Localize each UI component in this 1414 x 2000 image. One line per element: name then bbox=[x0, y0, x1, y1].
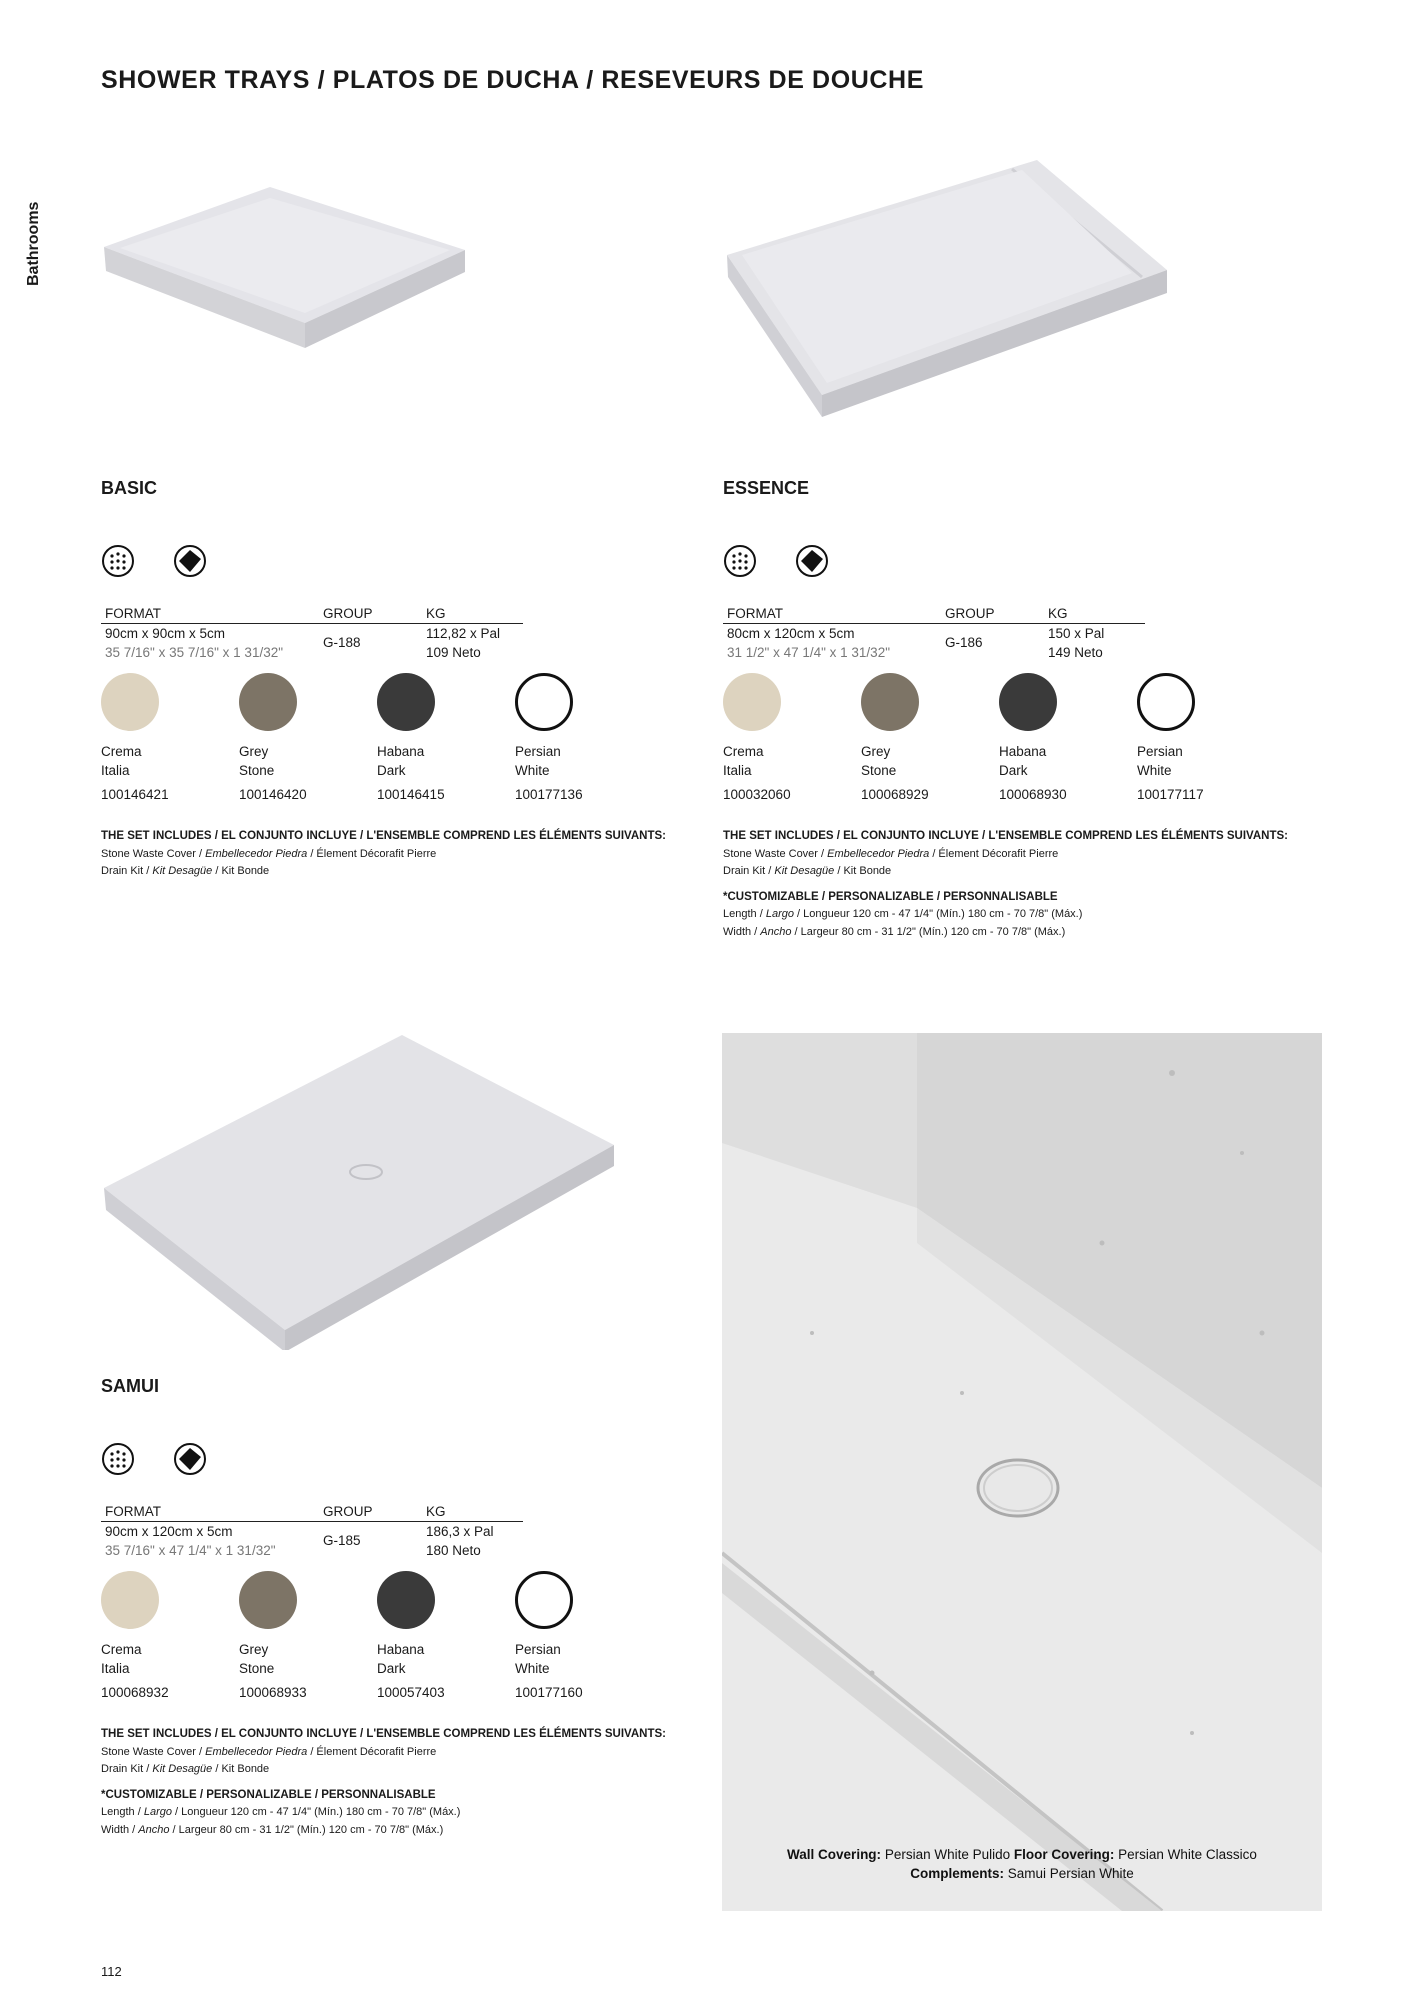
swatch-color bbox=[515, 673, 573, 731]
feature-icons bbox=[101, 1442, 221, 1478]
kg-neto: 109 Neto bbox=[426, 645, 481, 660]
swatch-crema-italia bbox=[723, 673, 843, 802]
drain-kit-line: Drain Kit / Kit Desagüe / Kit Bonde bbox=[101, 865, 270, 877]
format-header: FORMAT bbox=[105, 606, 161, 621]
swatch-name: Persian White bbox=[1137, 744, 1183, 778]
spec-row bbox=[723, 624, 1145, 664]
kg-pal: 150 x Pal bbox=[1048, 626, 1105, 641]
kg-neto: 149 Neto bbox=[1048, 645, 1103, 660]
swatch-habana-dark bbox=[377, 673, 497, 802]
feature-icons bbox=[723, 544, 843, 580]
page-title: SHOWER TRAYS / PLATOS DE DUCHA / RESEVEURS DE DOUCHE bbox=[101, 66, 924, 94]
customizable-heading: *CUSTOMIZABLE / PERSONALIZABLE / PERSONNALISABLE bbox=[101, 1788, 436, 1801]
format-cm: 90cm x 120cm x 5cm bbox=[105, 1524, 233, 1539]
kg-header: KG bbox=[1048, 606, 1068, 621]
set-notes bbox=[101, 828, 681, 881]
product-name: ESSENCE bbox=[723, 478, 810, 498]
drain-kit-line: Drain Kit / Kit Desagüe / Kit Bonde bbox=[723, 865, 892, 877]
swatch-habana-dark bbox=[377, 1571, 497, 1700]
swatch-habana-dark bbox=[999, 673, 1119, 802]
swatch-color bbox=[515, 1571, 573, 1629]
swatch-color bbox=[377, 673, 435, 731]
square-tray-icon bbox=[795, 544, 829, 578]
color-swatches bbox=[101, 673, 661, 813]
spec-table bbox=[101, 1504, 523, 1562]
kg-header: KG bbox=[426, 1504, 446, 1519]
bathroom-scene-image bbox=[722, 1033, 1322, 1911]
feature-icons bbox=[101, 544, 221, 580]
swatch-name: Persian White bbox=[515, 1642, 561, 1676]
caption-complements-line: Complements: Samui Persian White bbox=[910, 1866, 1134, 1881]
swatch-code: 100068929 bbox=[861, 787, 929, 802]
swatch-crema-italia bbox=[101, 1571, 221, 1700]
spec-header bbox=[101, 606, 523, 624]
format-header: FORMAT bbox=[727, 606, 783, 621]
spec-row bbox=[101, 1522, 523, 1562]
swatch-grey-stone bbox=[861, 673, 981, 802]
kg-neto: 180 Neto bbox=[426, 1543, 481, 1558]
antislip-icon bbox=[101, 544, 135, 578]
swatch-color bbox=[101, 673, 159, 731]
format-cm: 90cm x 90cm x 5cm bbox=[105, 626, 226, 641]
caption-coverings-line: Wall Covering: Persian White Pulido Floor Covering: Persian White Classico bbox=[787, 1847, 1257, 1862]
group-header: GROUP bbox=[945, 606, 995, 621]
square-tray-icon bbox=[173, 544, 207, 578]
stone-waste-cover-line: Stone Waste Cover / Embellecedor Piedra / Élement Décorafit Pierre bbox=[101, 847, 437, 860]
swatch-persian-white bbox=[1137, 673, 1257, 802]
swatch-name: Crema Italia bbox=[101, 1642, 142, 1676]
set-notes bbox=[101, 1726, 681, 1839]
spec-row bbox=[101, 624, 523, 664]
ambient-photo bbox=[722, 1033, 1322, 1911]
kg-header: KG bbox=[426, 606, 446, 621]
swatch-code: 100177136 bbox=[515, 787, 583, 802]
stone-waste-cover-line: Stone Waste Cover / Embellecedor Piedra / Élement Décorafit Pierre bbox=[101, 1745, 437, 1758]
spec-table bbox=[101, 606, 523, 664]
format-inches: 35 7/16" x 47 1/4" x 1 31/32" bbox=[105, 1543, 276, 1558]
antislip-icon bbox=[723, 544, 757, 578]
format-header: FORMAT bbox=[105, 1504, 161, 1519]
format-inches: 35 7/16" x 35 7/16" x 1 31/32" bbox=[105, 645, 284, 660]
spec-header bbox=[101, 1504, 523, 1522]
kg-pal: 112,82 x Pal bbox=[426, 626, 501, 641]
length-range: Length / Largo / Longueur 120 cm - 47 1/4" (Mín.) 180 cm - 70 7/8" (Máx.) bbox=[101, 1806, 461, 1818]
swatch-code: 100146421 bbox=[101, 787, 169, 802]
swatch-name: Grey Stone bbox=[861, 744, 897, 778]
essence-tray-image bbox=[722, 155, 1172, 425]
swatch-persian-white bbox=[515, 673, 635, 802]
product-name: SAMUI bbox=[101, 1376, 159, 1396]
set-includes-heading: THE SET INCLUDES / EL CONJUNTO INCLUYE / L'ENSEMBLE COMPREND LES ÉLÉMENTS SUIVANTS: bbox=[723, 830, 1289, 842]
swatch-color bbox=[377, 1571, 435, 1629]
swatch-name: Persian White bbox=[515, 744, 561, 778]
antislip-icon bbox=[101, 1442, 135, 1476]
spec-header bbox=[723, 606, 1145, 624]
square-tray-icon bbox=[173, 1442, 207, 1476]
set-includes-heading: THE SET INCLUDES / EL CONJUNTO INCLUYE / L'ENSEMBLE COMPREND LES ÉLÉMENTS SUIVANTS: bbox=[101, 830, 667, 842]
group-value: G-185 bbox=[323, 1533, 361, 1548]
swatch-code: 100177160 bbox=[515, 1685, 583, 1700]
basic-tray-image bbox=[100, 180, 500, 430]
stone-waste-cover-line: Stone Waste Cover / Embellecedor Piedra / Élement Décorafit Pierre bbox=[723, 847, 1059, 860]
page-number: 112 bbox=[101, 1964, 122, 1979]
swatch-code: 100032060 bbox=[723, 787, 791, 802]
section-side-label: Bathrooms bbox=[25, 201, 42, 286]
swatch-color bbox=[861, 673, 919, 731]
width-range: Width / Ancho / Largeur 80 cm - 31 1/2" (Mín.) 120 cm - 70 7/8" (Máx.) bbox=[723, 925, 1066, 938]
swatch-color bbox=[239, 673, 297, 731]
drain-kit-line: Drain Kit / Kit Desagüe / Kit Bonde bbox=[101, 1763, 270, 1775]
group-value: G-186 bbox=[945, 635, 983, 650]
group-header: GROUP bbox=[323, 1504, 373, 1519]
swatch-color bbox=[239, 1571, 297, 1629]
swatch-grey-stone bbox=[239, 673, 359, 802]
swatch-code: 100177117 bbox=[1137, 787, 1204, 802]
color-swatches bbox=[101, 1571, 661, 1711]
customizable-heading: *CUSTOMIZABLE / PERSONALIZABLE / PERSONNALISABLE bbox=[723, 890, 1058, 903]
width-range: Width / Ancho / Largeur 80 cm - 31 1/2" (Mín.) 120 cm - 70 7/8" (Máx.) bbox=[101, 1823, 444, 1836]
swatch-name: Crema Italia bbox=[101, 744, 142, 778]
group-value: G-188 bbox=[323, 635, 361, 650]
length-range: Length / Largo / Longueur 120 cm - 47 1/4" (Mín.) 180 cm - 70 7/8" (Máx.) bbox=[723, 908, 1083, 920]
swatch-code: 100068933 bbox=[239, 1685, 307, 1700]
swatch-code: 100057403 bbox=[377, 1685, 445, 1700]
swatch-color bbox=[1137, 673, 1195, 731]
swatch-name: Grey Stone bbox=[239, 1642, 275, 1676]
swatch-code: 100146415 bbox=[377, 787, 445, 802]
group-header: GROUP bbox=[323, 606, 373, 621]
spec-table bbox=[723, 606, 1145, 664]
swatch-code: 100146420 bbox=[239, 787, 307, 802]
photo-caption bbox=[722, 1845, 1322, 1883]
samui-tray-image bbox=[100, 1030, 620, 1350]
swatch-name: Grey Stone bbox=[239, 744, 275, 778]
set-notes bbox=[723, 828, 1303, 941]
set-includes-heading: THE SET INCLUDES / EL CONJUNTO INCLUYE / L'ENSEMBLE COMPREND LES ÉLÉMENTS SUIVANTS: bbox=[101, 1728, 667, 1740]
color-swatches bbox=[723, 673, 1283, 813]
swatch-code: 100068930 bbox=[999, 787, 1067, 802]
swatch-crema-italia bbox=[101, 673, 221, 802]
swatch-grey-stone bbox=[239, 1571, 359, 1700]
swatch-name: Habana Dark bbox=[377, 744, 425, 778]
format-cm: 80cm x 120cm x 5cm bbox=[727, 626, 855, 641]
swatch-persian-white bbox=[515, 1571, 635, 1700]
swatch-name: Habana Dark bbox=[377, 1642, 425, 1676]
swatch-name: Crema Italia bbox=[723, 744, 764, 778]
kg-pal: 186,3 x Pal bbox=[426, 1524, 494, 1539]
format-inches: 31 1/2" x 47 1/4" x 1 31/32" bbox=[727, 645, 890, 660]
swatch-code: 100068932 bbox=[101, 1685, 169, 1700]
swatch-color bbox=[723, 673, 781, 731]
product-name: BASIC bbox=[101, 478, 158, 498]
swatch-color bbox=[999, 673, 1057, 731]
swatch-color bbox=[101, 1571, 159, 1629]
swatch-name: Habana Dark bbox=[999, 744, 1047, 778]
